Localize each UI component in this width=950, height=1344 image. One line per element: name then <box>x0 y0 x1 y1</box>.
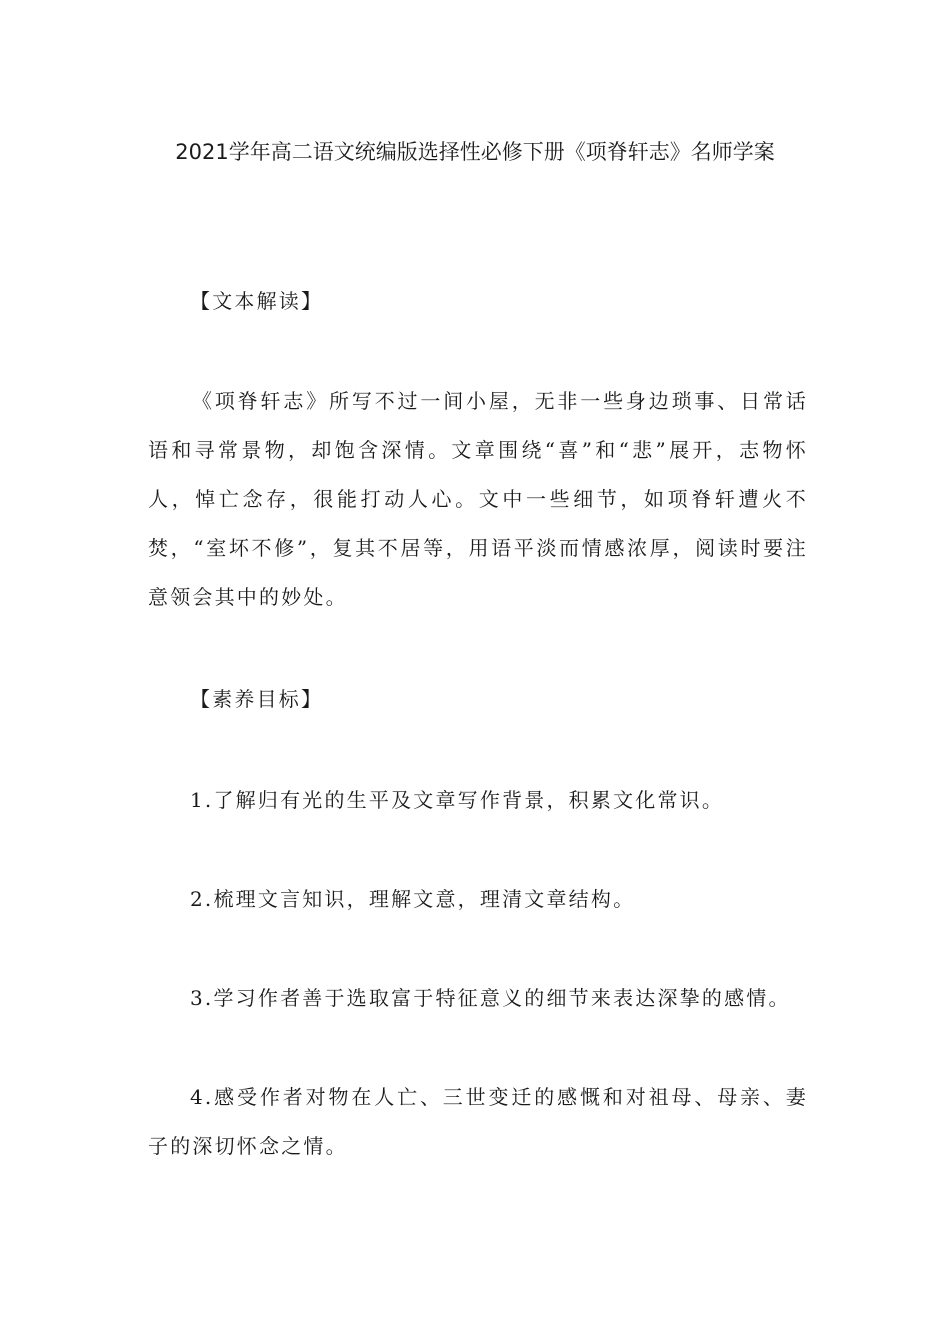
goal-item-2: 2.梳理文言知识，理解文意，理清文章结构。 <box>190 887 636 911</box>
text-reading-paragraph: 《项脊轩志》所写不过一间小屋，无非一些身边琐事、日常话语和寻常景物，却饱含深情。文章围绕“喜”和“悲”展开，志物怀人，悼亡念存，很能打动人心。文中一些细节，如项脊轩遭火不焚，“室坏不修”，复其不居等，用语平淡而情感浓厚，阅读时要注意领会其中的妙处。 <box>148 389 808 609</box>
section-heading-text-reading: 【文本解读】 <box>190 289 324 313</box>
goal-item-3: 3.学习作者善于选取富于特征意义的细节来表达深挚的感情。 <box>190 986 791 1010</box>
goal-item-1: 1.了解归有光的生平及文章写作背景，积累文化常识。 <box>190 788 725 812</box>
section-heading-literacy-goals: 【素养目标】 <box>190 687 324 711</box>
goal-item-4: 4.感受作者对物在人亡、三世变迁的感慨和对祖母、母亲、妻子的深切怀念之情。 <box>148 1085 808 1158</box>
document-title: 2021学年高二语文统编版选择性必修下册《项脊轩志》名师学案 <box>175 140 775 164</box>
